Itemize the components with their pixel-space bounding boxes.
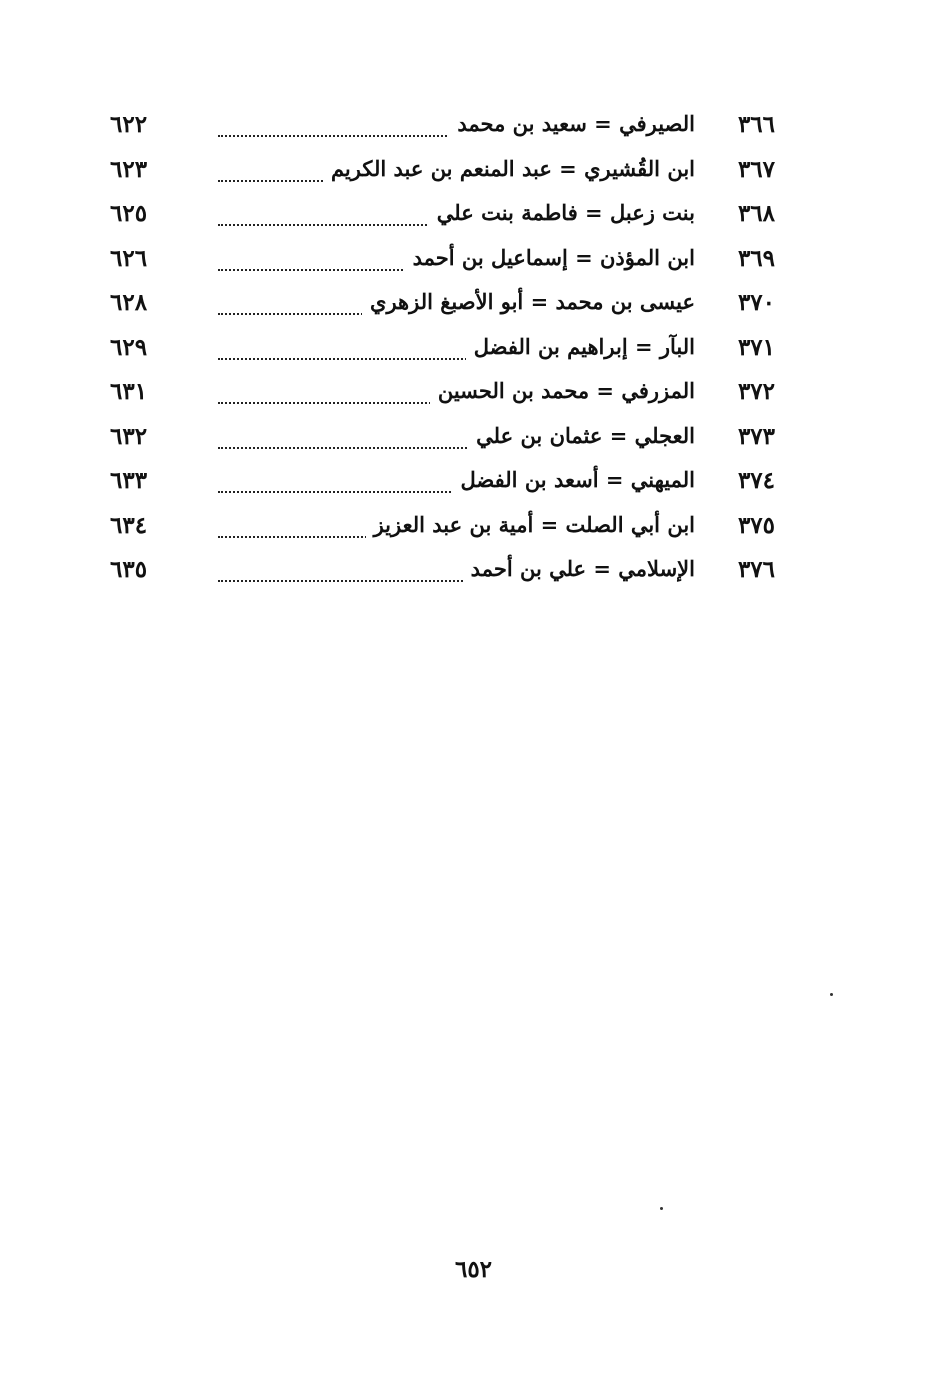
entry-page-number: ٦٣٢ [110, 422, 148, 450]
toc-entry [100, 237, 790, 282]
toc-entry [100, 148, 790, 193]
entry-number: ٣٦٧ [737, 155, 775, 183]
entry-number: ٣٧١ [737, 333, 775, 361]
entry-page-number: ٦٢٢ [110, 111, 148, 138]
entry-title: الصيرفي = سعيد بن محمد [449, 109, 695, 139]
toc-entry [100, 103, 790, 148]
entry-page-number: ٦٣٥ [110, 556, 148, 583]
toc-entry [100, 326, 790, 371]
entry-number: ٣٧٦ [737, 556, 775, 583]
entry-number: ٣٧٠ [737, 289, 775, 316]
entry-page-number: ٦٣٤ [110, 511, 148, 539]
entry-page-number: ٦٣١ [110, 378, 148, 405]
entry-number: ٣٦٨ [737, 200, 775, 227]
entry-page-number: ٦٢٨ [110, 289, 148, 316]
entry-number: ٣٦٦ [737, 111, 775, 138]
page-number: ٦٥٢ [454, 1256, 493, 1283]
entry-title: المزرفي = محمد بن الحسين [430, 376, 695, 406]
entry-title: بنت زعبل = فاطمة بنت علي [429, 198, 695, 228]
entry-title: البآر = إبراهيم بن الفضل [466, 332, 695, 362]
entry-number: ٣٧٢ [737, 378, 775, 405]
entry-title: ابن المؤذن = إسماعيل بن أحمد [405, 243, 695, 273]
entry-page-number: ٦٣٣ [110, 467, 148, 494]
entry-page-number: ٦٢٣ [110, 155, 148, 183]
toc-entry [100, 192, 790, 237]
toc-entry [100, 504, 790, 549]
entry-number: ٣٦٩ [737, 244, 775, 272]
entry-title: عيسى بن محمد = أبو الأصبغ الزهري [362, 287, 695, 317]
toc-entry [100, 370, 790, 415]
scan-speck [830, 993, 833, 996]
scan-speck [660, 1207, 663, 1210]
entry-number: ٣٧٣ [737, 422, 775, 450]
entry-page-number: ٦٢٥ [110, 200, 148, 227]
toc-entry [100, 415, 790, 460]
entry-number: ٣٧٥ [737, 511, 775, 539]
entry-title: الميهني = أسعد بن الفضل [453, 465, 695, 495]
toc-entry [100, 548, 790, 593]
entry-number: ٣٧٤ [737, 467, 775, 494]
entry-page-number: ٦٢٦ [110, 244, 148, 272]
entry-title: العجلي = عثمان بن علي [468, 421, 695, 451]
entry-title: الإسلامي = علي بن أحمد [463, 554, 695, 584]
entry-title: ابن القُشيري = عبد المنعم بن عبد الكريم [323, 154, 695, 184]
entry-page-number: ٦٢٩ [110, 333, 148, 361]
entry-title: ابن أبي الصلت = أمية بن عبد العزيز [366, 510, 695, 540]
table-of-contents [100, 103, 790, 593]
toc-entry [100, 459, 790, 504]
toc-entry [100, 281, 790, 326]
